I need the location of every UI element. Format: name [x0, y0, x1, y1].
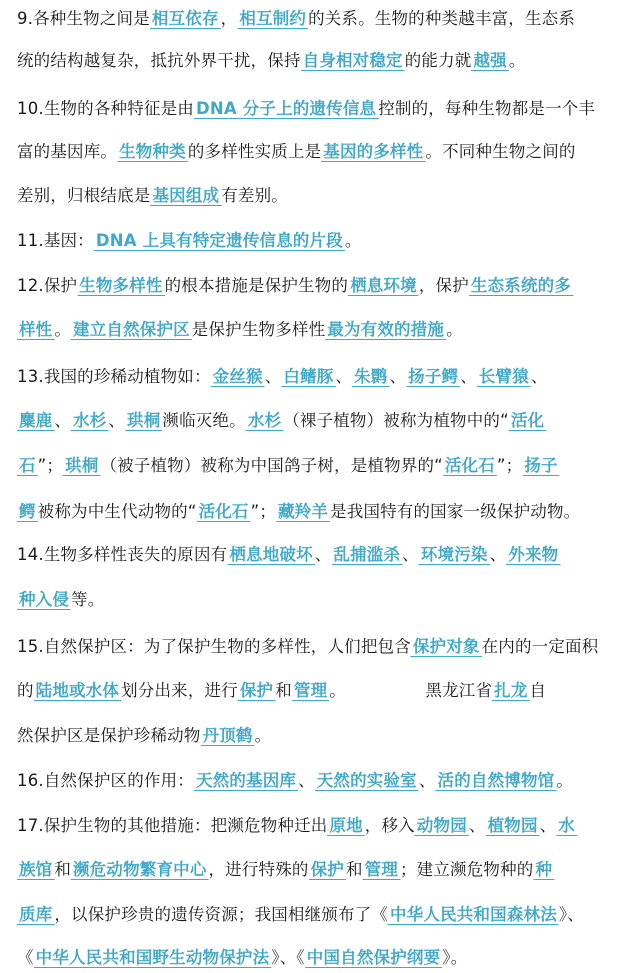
text-segment: 的关系。生物的种类越丰富，生态系 [308, 9, 576, 28]
text-segment: 14.生物多样性丧失的原因有 [17, 545, 228, 564]
answer-blank: 基因组成 [152, 186, 220, 205]
text-segment: 。不同种生物之间的 [425, 142, 576, 161]
answer-blank: 扬子 [524, 456, 558, 475]
text-line [17, 540, 629, 570]
text-line [17, 137, 629, 167]
answer-blank: 水 [558, 816, 575, 835]
answer-blank: 相互制约 [239, 9, 307, 28]
answer-blank: 保护对象 [412, 637, 480, 656]
text-segment: ”； [250, 502, 277, 521]
text-segment: 自 [529, 681, 547, 700]
text-line [17, 4, 629, 34]
answer-blank: 保护 [239, 681, 274, 700]
text-segment: 、 [418, 771, 436, 790]
text-segment: 、 [54, 411, 72, 430]
text-segment: 和 [345, 860, 363, 879]
text-segment: 的能力就 [404, 51, 472, 70]
text-segment: 、 [402, 545, 419, 564]
text-line [17, 585, 629, 615]
text-segment: 。 [54, 320, 72, 339]
answer-blank: 管理 [364, 860, 399, 879]
text-segment: 、 [108, 411, 126, 430]
answer-blank: 濒危动物繁育中心 [73, 860, 207, 879]
answer-blank: 扎龙 [494, 681, 528, 700]
text-segment: ，保护 [418, 276, 469, 295]
text-segment: 》、 [558, 905, 584, 924]
answer-blank: 植物园 [487, 816, 538, 835]
answer-blank: 丹顶鹤 [202, 726, 253, 745]
text-segment: 、 [530, 367, 548, 386]
text-segment: 的根本措施是保护生物的 [164, 276, 349, 295]
text-segment: 、 [460, 367, 477, 386]
text-segment: ，进行特殊的 [208, 860, 309, 879]
answer-blank: 原地 [329, 816, 363, 835]
text-line [17, 226, 629, 256]
answer-blank: 金丝猴 [212, 367, 263, 386]
answer-blank: 种 [535, 860, 553, 879]
answer-blank: 种入侵 [18, 590, 70, 609]
answer-blank: 建立自然保护区 [73, 320, 190, 339]
text-segment: 是保护生物多样性 [191, 320, 326, 339]
answer-blank: 麋鹿 [18, 411, 53, 430]
answer-blank: 中华人民共和国森林法 [390, 905, 557, 924]
text-segment: 、 [389, 367, 407, 386]
text-line [17, 632, 629, 662]
text-segment: 12.保护 [17, 276, 78, 295]
answer-blank: 栖息地破坏 [229, 545, 313, 564]
text-segment: 划分出来，进行 [121, 681, 238, 700]
text-segment: 濒临灭绝。 [162, 411, 246, 430]
text-segment: 。 [254, 726, 272, 745]
text-segment: 。 [508, 51, 526, 70]
text-segment: 、 [468, 816, 486, 835]
text-segment: 、 [489, 545, 507, 564]
text-segment: ”； [496, 456, 523, 475]
answer-blank: 基因的多样性 [323, 142, 424, 161]
text-segment: 的 [17, 681, 34, 700]
answer-blank: 珙桐 [127, 411, 161, 430]
text-line [17, 721, 629, 751]
text-segment: 15.自然保护区：为了保护生物的多样性，人们把包含 [17, 637, 411, 656]
answer-blank: 长臂猿 [478, 367, 529, 386]
text-line [17, 315, 629, 345]
answer-blank: 最为有效的措施 [327, 320, 445, 339]
text-segment: 差别，归根结底是 [17, 186, 151, 205]
text-segment: 统的结构越复杂，抵抗外界干扰，保持 [17, 51, 301, 70]
answer-blank: 生物种类 [119, 142, 186, 161]
answer-blank: 活化 [510, 411, 545, 430]
text-segment: 》。 [442, 948, 468, 967]
text-segment: 《 [17, 948, 34, 967]
text-line [17, 46, 629, 76]
text-segment: 和 [54, 860, 72, 879]
answer-blank: 质库 [18, 905, 53, 924]
text-line [17, 811, 629, 841]
answer-blank: 相互依存 [151, 9, 219, 28]
text-segment: 。 [446, 320, 463, 339]
text-line [17, 900, 629, 930]
answer-blank: 水杉 [247, 411, 282, 430]
answer-blank: 中华人民共和国野生动物保护法 [35, 948, 270, 967]
answer-blank: 越强 [473, 51, 507, 70]
answer-blank: 珙桐 [65, 456, 99, 475]
text-line [17, 766, 629, 796]
text-segment: 是我国特有的国家一级保护动物。 [330, 502, 581, 521]
text-line [17, 855, 629, 885]
text-segment: 11.基因： [17, 231, 94, 250]
answer-blank: 天然的基因库 [195, 771, 297, 790]
text-segment: 9.各种生物之间是 [17, 9, 150, 28]
text-line [17, 181, 629, 211]
answer-blank: 扬子鳄 [408, 367, 459, 386]
answer-blank: 自身相对稳定 [302, 51, 403, 70]
answer-blank: 鳄 [18, 502, 36, 521]
text-segment: 、 [298, 771, 315, 790]
text-segment: ”； [37, 456, 64, 475]
answer-blank: DNA 分子上的遗传信息 [195, 99, 377, 118]
text-segment: 。 [556, 771, 573, 790]
answer-blank: 族馆 [18, 860, 53, 879]
text-line [17, 271, 629, 301]
text-line [17, 943, 629, 973]
text-line [17, 406, 629, 436]
text-segment: 13.我国的珍稀动植物如： [17, 367, 211, 386]
text-segment: 富的基因库。 [17, 142, 118, 161]
text-segment: 、 [539, 816, 557, 835]
text-line [17, 497, 629, 527]
text-line [17, 362, 629, 392]
answer-blank: 保护 [310, 860, 344, 879]
text-line [17, 94, 629, 124]
text-segment: ，移入 [364, 816, 415, 835]
answer-blank: 石 [18, 456, 36, 475]
answer-blank: 中国自然保护纲要 [306, 948, 441, 967]
text-segment: 、 [264, 367, 282, 386]
answer-blank: 动物园 [416, 816, 467, 835]
text-segment: 黑龙江省 [425, 681, 493, 700]
answer-blank: 陆地或水体 [35, 681, 120, 700]
text-segment: 然保护区是保护珍稀动物 [17, 726, 201, 745]
text-segment: 控制的，每种生物都是一个丰 [378, 99, 596, 118]
text-segment: ， [220, 9, 238, 28]
text-segment: 有差别。 [221, 186, 288, 205]
text-segment: 。 [329, 681, 346, 700]
answer-blank: 生态系统的多 [470, 276, 572, 295]
text-line [17, 451, 629, 481]
answer-blank: 白鳍豚 [283, 367, 334, 386]
text-segment: 的多样性实质上是 [187, 142, 322, 161]
answer-blank: 水杉 [73, 411, 107, 430]
answer-blank: 环境污染 [420, 545, 488, 564]
answer-blank: 活化石 [444, 456, 495, 475]
answer-blank: 活化石 [198, 502, 249, 521]
answer-blank: 管理 [293, 681, 328, 700]
text-segment: ，以保护珍贵的遗传资源；我国相继颁布了《 [54, 905, 389, 924]
answer-blank: 栖息环境 [350, 276, 417, 295]
answer-blank: 乱捕滥杀 [333, 545, 401, 564]
text-segment: 16.自然保护区的作用： [17, 771, 194, 790]
text-segment: 17.保护生物的其他措施：把濒危物种迁出 [17, 816, 328, 835]
text-segment: 。 [344, 231, 362, 250]
answer-blank: DNA 上具有特定遗传信息的片段 [95, 231, 343, 250]
text-segment: （被子植物）被称为中国鸽子树，是植物界的“ [100, 456, 443, 475]
text-segment: 、 [335, 367, 353, 386]
text-segment: （裸子植物）被称为植物中的“ [283, 411, 509, 430]
answer-blank: 活的自然博物馆 [437, 771, 555, 790]
text-segment: 在内的一定面积 [481, 637, 599, 656]
text-segment: 等。 [71, 590, 105, 609]
answer-blank: 藏羚羊 [278, 502, 329, 521]
text-segment: 》、《 [271, 948, 305, 967]
answer-blank: 天然的实验室 [316, 771, 417, 790]
text-segment: 和 [275, 681, 292, 700]
answer-blank: 生物多样性 [79, 276, 163, 295]
text-segment: ；建立濒危物种的 [399, 860, 534, 879]
text-segment: 、 [314, 545, 332, 564]
text-segment: 被称为中生代动物的“ [37, 502, 197, 521]
answer-blank: 朱鹮 [354, 367, 388, 386]
answer-blank: 样性 [18, 320, 53, 339]
answer-blank: 外来物 [508, 545, 559, 564]
text-segment: 10.生物的各种特征是由 [17, 99, 194, 118]
text-line [17, 676, 629, 706]
